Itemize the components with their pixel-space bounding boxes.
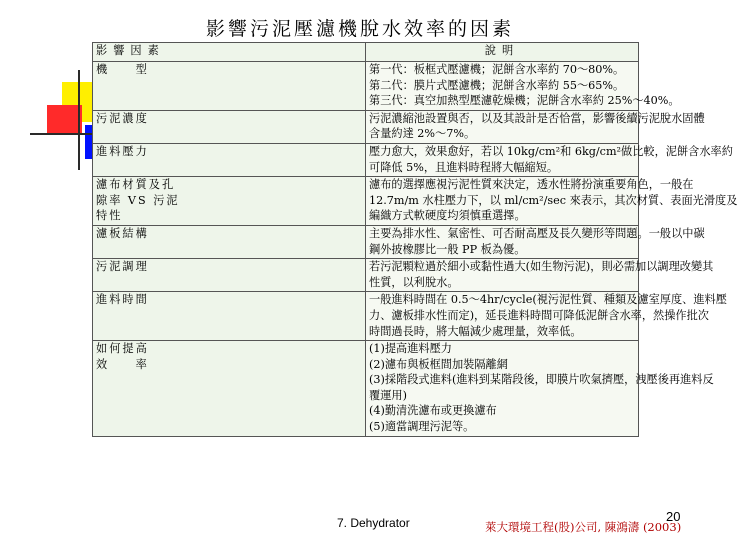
description-cell [366, 225, 705, 258]
description-line: 一般進料時間在 0.5～4hr/cycle(視污泥性質、種類及濾室厚度、進料壓 [369, 293, 727, 307]
factor-line: 濾布材質及孔 [96, 178, 176, 192]
factor-line: 機 型 [96, 63, 149, 76]
factor-cell [93, 177, 366, 226]
table-row [93, 110, 639, 143]
factor-line: 污泥調理 [96, 260, 149, 274]
description-cell [366, 177, 737, 226]
description-line: (2)濾布與板框間加裝隔離網 [369, 357, 508, 371]
description-line: 第三代：真空加熱型壓濾乾燥機；泥餅含水率約 25%～40%。 [369, 94, 680, 108]
description-cell [366, 341, 714, 437]
factor-cell [93, 225, 366, 258]
factor-line: 特性 [96, 209, 123, 223]
table-row [93, 259, 639, 292]
description-line: 第二代：膜片式壓濾機；泥餅含水率約 55～65%。 [369, 78, 625, 92]
factor-cell [93, 110, 366, 143]
description-cell [366, 143, 733, 176]
description-line: (1)提高進料壓力 [369, 342, 452, 356]
description-line: (3)採階段式進料(進料到某階段後，即膜片吹氣擠壓，洩壓後再進料反 [369, 373, 714, 387]
description-cell [366, 259, 714, 292]
factor-line: 效 率 [96, 357, 149, 371]
description-line: 編織方式軟硬度均須慎重選擇。 [369, 209, 526, 223]
description-line: 第一代：板框式壓濾機；泥餅含水率約 70～80%。 [369, 63, 625, 76]
description-line: 力、濾板排水性而定)，延長進料時間可降低泥餅含水率，然操作批次 [369, 308, 709, 322]
description-cell [366, 292, 727, 341]
factor-cell [93, 62, 366, 111]
table-row [93, 62, 639, 111]
decor-red-square [47, 105, 82, 135]
description-line: 覆運用) [369, 388, 407, 402]
table-row [93, 143, 639, 176]
table-body [93, 62, 737, 437]
factor-line: 污泥濃度 [96, 111, 149, 125]
footer-company-credit: 萊大環境工程(股)公司, 陳鴻濤 (2003) [485, 520, 682, 534]
factor-cell [93, 259, 366, 292]
description-cell [366, 110, 705, 143]
factor-line: 濾板結構 [96, 226, 149, 240]
factor-line: 進料壓力 [96, 144, 149, 158]
footer-course-label: 7. Dehydrator [337, 516, 410, 530]
description-line: (4)勤清洗濾布或更換濾布 [369, 404, 497, 418]
header-description: 說明 [366, 43, 639, 62]
factors-table [92, 42, 737, 437]
table-row [93, 341, 639, 437]
page-number: 20 [666, 509, 681, 524]
table-header-row [93, 43, 639, 62]
description-line: 時間過長時，將大幅減少處理量，效率低。 [369, 324, 582, 338]
factor-cell [93, 341, 366, 437]
description-line: 壓力愈大，效果愈好，若以 10kg/cm²和 6kg/cm²做比較，泥餅含水率約 [369, 144, 733, 158]
description-cell [366, 62, 680, 111]
page-title: 影響污泥壓濾機脫水效率的因素 [205, 18, 514, 40]
description-line: 12.7m/m 水柱壓力下，以 ml/cm²/sec 來表示，其次材質、表面光滑度及 [369, 193, 737, 207]
description-line: 污泥濃縮池設置與否，以及其設計是否恰當，影響後續污泥脫水固體 [369, 111, 705, 125]
factor-cell [93, 143, 366, 176]
description-line: 鋼外披橡膠比一般 PP 板為優。 [369, 242, 526, 256]
table-row [93, 292, 639, 341]
factor-cell [93, 292, 366, 341]
description-line: 若污泥顆粒過於細小或黏性過大(如生物污泥)，則必需加以調理改變其 [369, 260, 714, 274]
factor-line: 如何提高 [96, 342, 149, 356]
description-line: 性質，以利脫水。 [369, 275, 459, 289]
factor-line: 進料時間 [96, 293, 149, 307]
description-line: 主要為排水性、氣密性、可否耐高壓及長久變形等問題。一般以中碳 [369, 226, 705, 240]
header-factor: 影響因素 [93, 43, 366, 62]
decor-vertical-line [78, 70, 80, 170]
description-line: 可降低 5%，且進料時程將大幅縮短。 [369, 160, 559, 174]
table-row [93, 177, 639, 226]
factor-line: 隙率 VS 污泥 [96, 193, 180, 207]
description-line: 濾布的選擇應視污泥性質來決定，透水性將扮演重要角色，一般在 [369, 178, 694, 192]
description-line: (5)適當調理污泥等。 [369, 420, 475, 434]
table-row [93, 225, 639, 258]
description-line: 含量約達 2%～7%。 [369, 127, 476, 141]
